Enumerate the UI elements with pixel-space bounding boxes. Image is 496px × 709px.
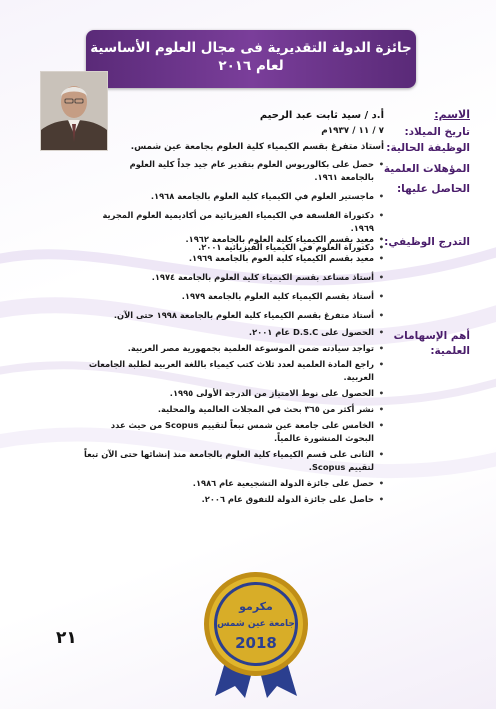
label-contributions-2: العلمية:	[430, 345, 470, 357]
title-line-1: جائزة الدولة التقديرية فى مجال العلوم الأساسية	[90, 40, 412, 56]
medal-text-2: جامعة عين شمس	[217, 619, 295, 629]
label-name: الاسم:	[434, 108, 470, 121]
portrait-photo	[40, 71, 108, 151]
label-career: التدرج الوظيفي:	[384, 236, 470, 248]
list-item: • الثانى على قسم الكيمياء كلية العلوم بالجامعة منذ إنشائها حتى الآن تبعاً لتقييم Scopus.	[84, 448, 384, 474]
list-item: • أستاذ مساعد بقسم الكيمياء كلية العلوم بالجامعة ١٩٧٤.	[94, 271, 384, 284]
medal-year: 2018	[235, 634, 277, 652]
list-item: • نشر أكثر من ٣٦٥ بحث في المجلات العالمية والمحلية.	[84, 403, 384, 416]
list-item: • أستاذ متفرغ بقسم الكيمياء كلية العلوم بالجامعة ١٩٩٨ حتى الآن.	[94, 309, 384, 322]
title-line-2: لعام ٢٠١٦	[218, 58, 284, 74]
list-item: • حاصل على جائزة الدولة للتفوق عام ٢٠٠٦.	[84, 493, 384, 506]
label-qualifications-2: الحاصل عليها:	[396, 183, 470, 195]
list-item: • الخامس على جامعة عين شمس تبعاً لتقييم Scopus من حيث عدد البحوث المنشورة عالمياً.	[84, 419, 384, 445]
person-name: أ.د / سيد ثابت عبد الرحيم	[259, 110, 384, 121]
title-banner	[86, 30, 416, 88]
page-number: ٢١	[56, 628, 77, 648]
list-item: • راجع المادة العلمية لعدد ثلاث كتب كيمياء باللغة العربية لطلبة الجامعات العربية.	[84, 358, 384, 384]
career-list	[94, 233, 384, 328]
list-item: • الحصول على نوط الامتياز من الدرجة الأولى ١٩٩٥.	[84, 387, 384, 400]
list-item: • معيد بقسم الكيمياء كلية العوم بالجامعة ١٩٦٩.	[94, 252, 384, 265]
label-current-job: الوظيفة الحالية:	[386, 142, 470, 154]
list-item: • دكتوراة العلوم في الكيمياء الفيزيائية ٢٠٠١.	[94, 241, 384, 254]
list-item: • حصل على بكالوريوس العلوم بتقدير عام جيد جداً كلية العلوم بالجامعة ١٩٦١.	[94, 158, 384, 184]
honorees-medal	[197, 570, 315, 698]
list-item: • معيد بقسم الكيمياء كلية العلوم بالجامعة ١٩٦٢.	[94, 233, 384, 246]
list-item: • الحصول على D.S.C عام ٢٠٠١.	[84, 326, 384, 339]
current-job-value: أستاذ متفرغ بقسم الكيمياء كلية العلوم بجامعة عين شمس.	[130, 142, 384, 152]
list-item: • ماجستير العلوم في الكيمياء كلية العلوم بالجامعة ١٩٦٨.	[94, 190, 384, 203]
label-qualifications-1: المؤهلات العلمية	[383, 163, 470, 175]
medal-text-1: مكرمو	[239, 600, 273, 613]
contributions-list	[84, 326, 384, 509]
list-item: • أستاذ بقسم الكيمياء كلية العلوم بالجامعة ١٩٧٩.	[94, 290, 384, 303]
label-contributions-1: أهم الإسهامات	[393, 330, 470, 342]
label-birth-date: تاريخ الميلاد:	[404, 126, 470, 138]
list-item: • حصل على جائزة الدولة التشجيعية عام ١٩٨٦.	[84, 477, 384, 490]
list-item: • دكتوراة الفلسفة في الكيمياء الفيزيائية من أكاديمية العلوم المجرية ١٩٦٩.	[94, 209, 384, 235]
list-item: • تواجد سيادته ضمن الموسوعة العلمية بجمهورية مصر العربية.	[84, 342, 384, 355]
birth-date-value: ٧ / ١١ / ١٩٣٧م	[321, 126, 384, 136]
